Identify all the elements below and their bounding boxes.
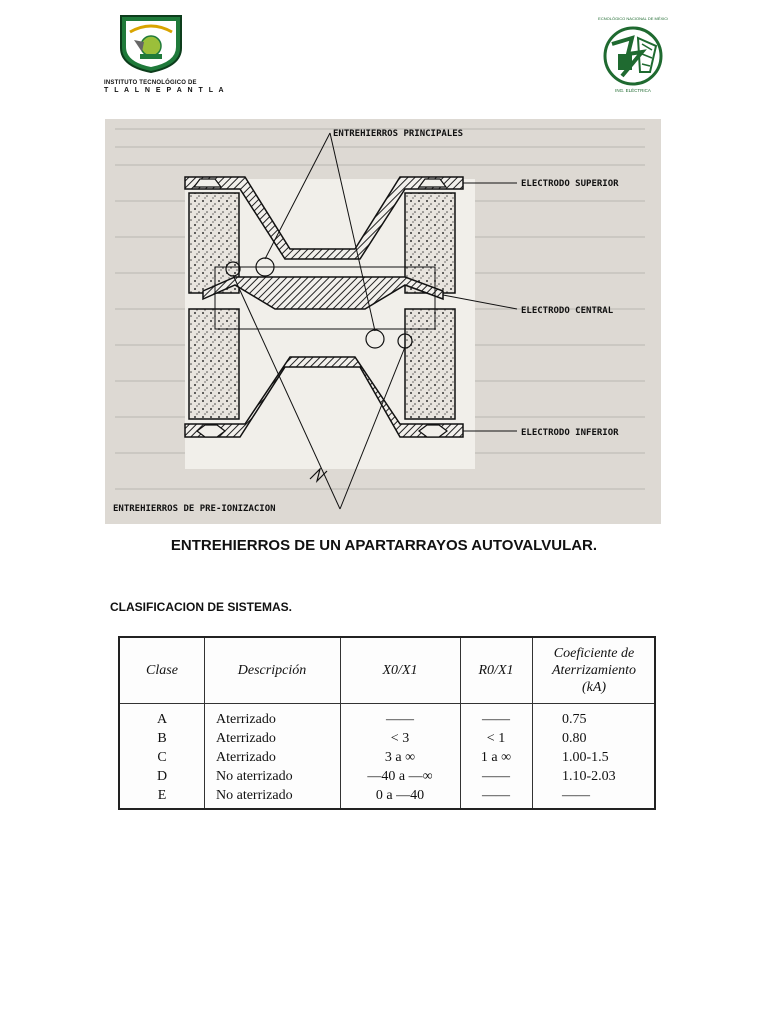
- institute-city: T L A L N E P A N T L A: [104, 87, 226, 94]
- header-x0x1: X0/X1: [382, 663, 418, 678]
- column-descripcion: [216, 710, 340, 805]
- column-clase: [120, 710, 204, 805]
- table-cell: Aterrizado: [216, 731, 276, 746]
- table-cell: No aterrizado: [216, 788, 293, 803]
- institute-name: INSTITUTO TECNOLÓGICO DE: [104, 80, 197, 86]
- table-cell: No aterrizado: [216, 769, 293, 784]
- label-lower-electrode: ELECTRODO INFERIOR: [521, 428, 619, 438]
- table-cell: 0.75: [562, 712, 587, 727]
- column-r0x1: [460, 710, 532, 805]
- table-cell: 0 a —40: [375, 788, 425, 803]
- arrester-diagram: [105, 119, 661, 524]
- label-preionization: ENTREHIERROS DE PRE-IONIZACION: [113, 504, 276, 514]
- shield-icon: [116, 12, 186, 74]
- svg-text:ING. ELÉCTRICA: ING. ELÉCTRICA: [615, 88, 651, 93]
- label-central-electrode: ELECTRODO CENTRAL: [521, 306, 614, 316]
- table-cell: E: [157, 788, 167, 803]
- table-cell: 1.10-2.03: [562, 769, 616, 784]
- table-cell: Aterrizado: [216, 712, 276, 727]
- header-coeficiente: Coeficiente de Aterrizamiento (kA): [552, 646, 636, 695]
- table-cell: 3 a ∞: [384, 750, 416, 765]
- table-cell: < 3: [390, 731, 410, 746]
- section-title: CLASIFICACION DE SISTEMAS.: [110, 600, 293, 614]
- figure-caption: ENTREHIERROS DE UN APARTARRAYOS AUTOVALVULAR.: [170, 537, 598, 554]
- table-cell: ——: [482, 712, 510, 727]
- column-coeficiente: [562, 710, 656, 805]
- table-cell: ——: [482, 788, 510, 803]
- svg-text:TECNOLÓGICO NACIONAL DE MÉXICO: TECNOLÓGICO NACIONAL DE MÉXICO: [598, 16, 668, 21]
- table-cell: ——: [562, 788, 590, 803]
- label-upper-electrode: ELECTRODO SUPERIOR: [521, 179, 619, 189]
- table-cell: 0.80: [562, 731, 587, 746]
- column-x0x1: [340, 710, 460, 805]
- table-cell: 1 a ∞: [480, 750, 512, 765]
- institute-logo: [104, 12, 226, 94]
- label-main-gaps: ENTREHIERROS PRINCIPALES: [333, 129, 464, 139]
- table-cell: Aterrizado: [216, 750, 276, 765]
- header-r0x1: R0/X1: [478, 663, 514, 678]
- table-cell: ——: [386, 712, 414, 727]
- header-descripcion: Descripción: [237, 663, 307, 678]
- table-cell: D: [156, 769, 168, 784]
- table-cell: ——: [482, 769, 510, 784]
- department-logo: [598, 14, 668, 101]
- table-cell: B: [157, 731, 167, 746]
- classification-table: [118, 636, 656, 810]
- table-cell: < 1: [486, 731, 506, 746]
- table-cell: —40 a —∞: [367, 769, 433, 784]
- table-cell: C: [157, 750, 167, 765]
- electrical-seal-icon: [598, 14, 668, 96]
- table-cell: 1.00-1.5: [562, 750, 609, 765]
- table-cell: A: [156, 712, 168, 727]
- header-clase: Clase: [146, 663, 178, 678]
